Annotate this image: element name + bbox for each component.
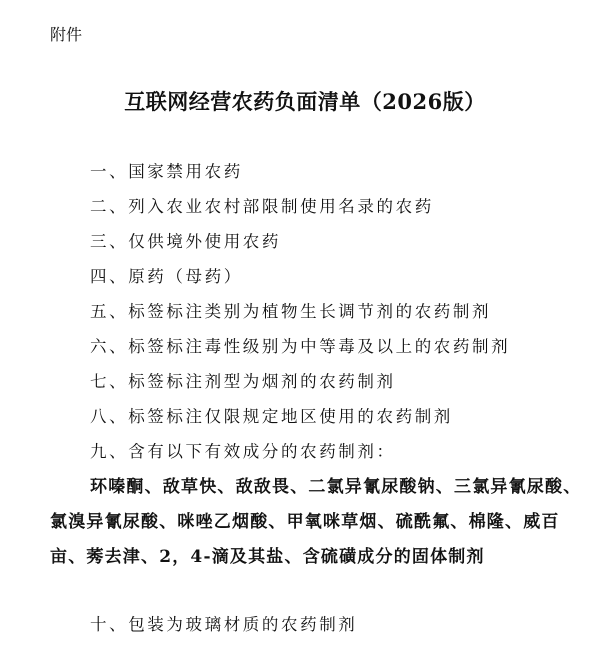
negative-list — [90, 160, 590, 475]
list-item: 六、标签标注毒性级别为中等毒及以上的农药制剂 — [90, 337, 511, 356]
ingredient-list: 环嗪酮、敌草快、敌敌畏、二氯异氰尿酸钠、三氯异氰尿酸、氯溴异氰尿酸、咪唑乙烟酸、甲氧咪草烟、硫酰氟、棉隆、威百亩、莠去津、2，4-滴及其盐、含硫磺成分的固体制剂 — [50, 477, 582, 567]
list-item: 八、标签标注仅限规定地区使用的农药制剂 — [90, 407, 453, 426]
list-item: 二、列入农业农村部限制使用名录的农药 — [90, 197, 434, 216]
list-item: 四、原药（母药） — [90, 267, 243, 286]
document-title: 互联网经营农药负面清单（2026版） — [124, 89, 486, 114]
list-item-ten: 十、包装为玻璃材质的农药制剂 — [90, 615, 358, 634]
attachment-label: 附件 — [50, 25, 83, 44]
list-item: 一、国家禁用农药 — [90, 162, 243, 181]
list-item: 九、含有以下有效成分的农药制剂： — [90, 442, 396, 461]
list-item: 三、仅供境外使用农药 — [90, 232, 281, 251]
list-item: 七、标签标注剂型为烟剂的农药制剂 — [90, 372, 396, 391]
list-item: 五、标签标注类别为植物生长调节剂的农药制剂 — [90, 302, 492, 321]
